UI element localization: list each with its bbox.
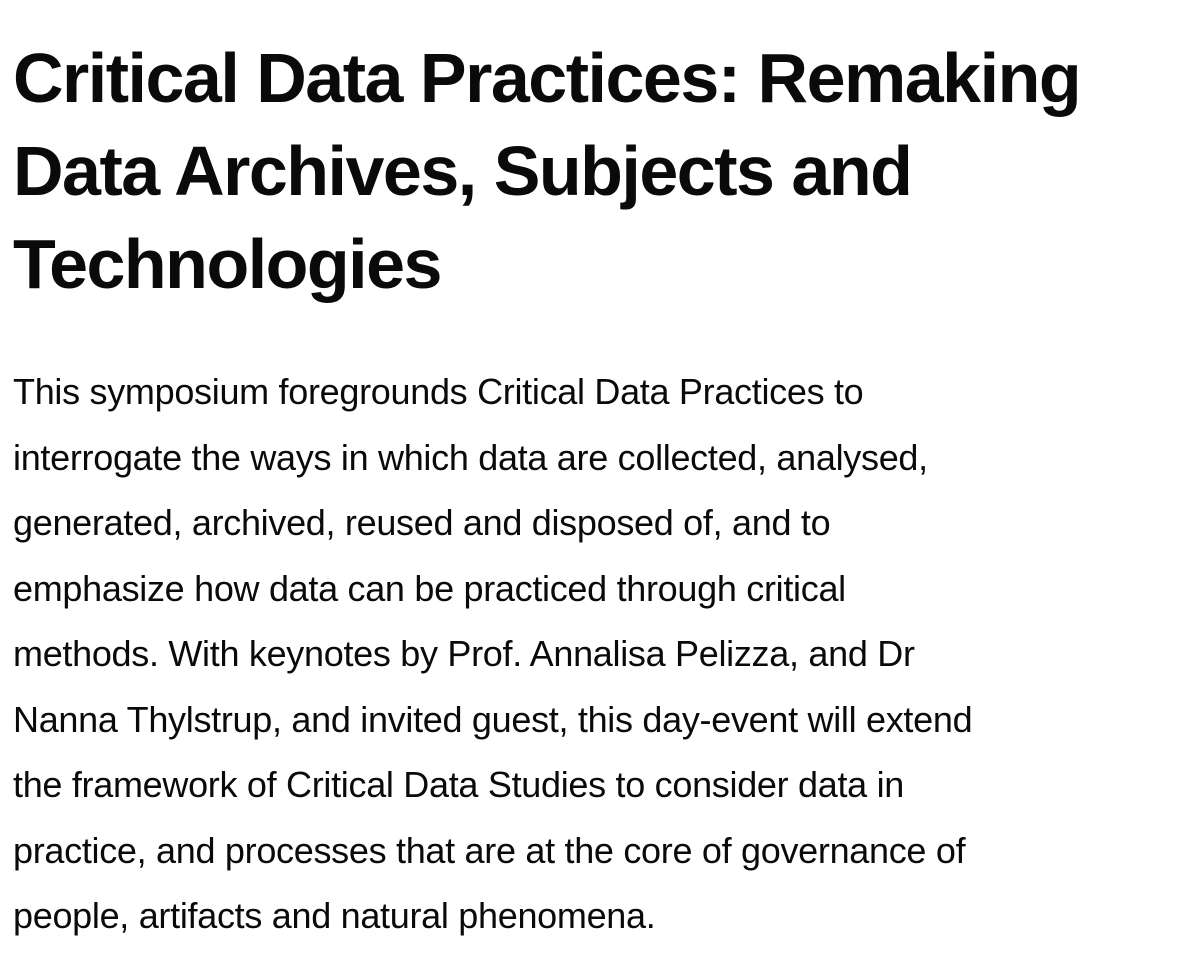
title-line: Technologies — [13, 225, 441, 303]
paragraph-line: emphasize how data can be practiced through critical — [13, 567, 846, 609]
paragraph-line: generated, archived, reused and disposed of, and to — [13, 502, 831, 543]
title-line: Critical Data Practices: Remaking — [13, 39, 1081, 117]
paragraph-line: the framework of Critical Data Studies to consider data in — [13, 764, 905, 805]
paragraph-line: people, artifacts and natural phenomena. — [13, 895, 656, 936]
description-paragraph — [13, 359, 1193, 949]
paragraph-line: interrogate the ways in which data are collected, analysed, — [13, 436, 928, 478]
title-line: Data Archives, Subjects and — [13, 132, 912, 210]
paragraph-line: methods. With keynotes by Prof. Annalisa Pelizza, and Dr — [13, 633, 915, 674]
paragraph-line: Nanna Thylstrup, and invited guest, this day-event will extend — [13, 698, 973, 740]
paragraph-line: This symposium foregrounds Critical Data Practices to — [13, 371, 864, 412]
article — [13, 0, 1193, 949]
page-title — [13, 0, 1193, 311]
paragraph-line: practice, and processes that are at the core of governance of — [13, 829, 966, 871]
